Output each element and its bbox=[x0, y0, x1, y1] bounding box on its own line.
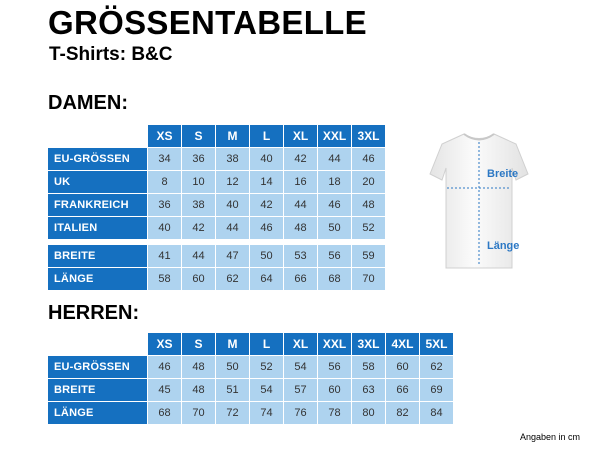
table-row bbox=[48, 245, 386, 268]
row-label: EU-GRÖSSEN bbox=[48, 148, 148, 171]
table-cell: 70 bbox=[352, 268, 386, 291]
table-cell: 66 bbox=[284, 268, 318, 291]
table-cell: 54 bbox=[284, 356, 318, 379]
table-cell: 18 bbox=[318, 171, 352, 194]
table-cell: 38 bbox=[182, 194, 216, 217]
size-table-herren bbox=[48, 333, 454, 425]
size-header: L bbox=[250, 333, 284, 356]
table-cell: 60 bbox=[386, 356, 420, 379]
table-cell: 20 bbox=[352, 171, 386, 194]
table-cell: 50 bbox=[250, 245, 284, 268]
row-label: UK bbox=[48, 171, 148, 194]
table-cell: 48 bbox=[182, 379, 216, 402]
table-cell: 66 bbox=[386, 379, 420, 402]
row-label: BREITE bbox=[48, 245, 148, 268]
table-cell: 8 bbox=[148, 171, 182, 194]
table-cell: 44 bbox=[216, 217, 250, 240]
table-cell: 38 bbox=[216, 148, 250, 171]
table-cell: 14 bbox=[250, 171, 284, 194]
table-cell: 46 bbox=[352, 148, 386, 171]
section-heading-herren: HERREN: bbox=[48, 302, 140, 324]
size-header: 3XL bbox=[352, 125, 386, 148]
page-title: GRÖSSENTABELLE bbox=[48, 4, 367, 41]
table-row bbox=[48, 217, 386, 240]
table-cell: 34 bbox=[148, 148, 182, 171]
table-cell: 45 bbox=[148, 379, 182, 402]
table-cell: 53 bbox=[284, 245, 318, 268]
table-cell: 36 bbox=[182, 148, 216, 171]
tshirt-measurement-diagram bbox=[428, 130, 530, 275]
size-table-damen bbox=[48, 125, 386, 291]
table-cell: 60 bbox=[182, 268, 216, 291]
table-cell: 64 bbox=[250, 268, 284, 291]
table-row bbox=[48, 171, 386, 194]
table-cell: 60 bbox=[318, 379, 352, 402]
row-label: BREITE bbox=[48, 379, 148, 402]
table-cell: 68 bbox=[318, 268, 352, 291]
table-row bbox=[48, 268, 386, 291]
table-cell: 12 bbox=[216, 171, 250, 194]
table-row bbox=[48, 148, 386, 171]
table-cell: 51 bbox=[216, 379, 250, 402]
size-header: S bbox=[182, 125, 216, 148]
size-header: 5XL bbox=[420, 333, 454, 356]
table-cell: 63 bbox=[352, 379, 386, 402]
row-label: EU-GRÖSSEN bbox=[48, 356, 148, 379]
table-cell: 10 bbox=[182, 171, 216, 194]
row-label: LÄNGE bbox=[48, 402, 148, 425]
table-cell: 82 bbox=[386, 402, 420, 425]
table-row bbox=[48, 379, 454, 402]
table-cell: 40 bbox=[148, 217, 182, 240]
table-cell: 58 bbox=[148, 268, 182, 291]
table-cell: 80 bbox=[352, 402, 386, 425]
size-header: XXL bbox=[318, 125, 352, 148]
table-cell: 59 bbox=[352, 245, 386, 268]
table-row bbox=[48, 402, 454, 425]
table-cell: 42 bbox=[182, 217, 216, 240]
table-cell: 16 bbox=[284, 171, 318, 194]
table-header-row bbox=[48, 333, 454, 356]
table-cell: 40 bbox=[250, 148, 284, 171]
table-row bbox=[48, 356, 454, 379]
table-cell: 84 bbox=[420, 402, 454, 425]
table-cell: 74 bbox=[250, 402, 284, 425]
size-header: 4XL bbox=[386, 333, 420, 356]
table-cell: 69 bbox=[420, 379, 454, 402]
table-cell: 62 bbox=[216, 268, 250, 291]
table-cell: 42 bbox=[250, 194, 284, 217]
table-header-row bbox=[48, 125, 386, 148]
table-cell: 40 bbox=[216, 194, 250, 217]
table-cell: 36 bbox=[148, 194, 182, 217]
table-cell: 68 bbox=[148, 402, 182, 425]
table-cell: 48 bbox=[182, 356, 216, 379]
size-header: 3XL bbox=[352, 333, 386, 356]
row-label: ITALIEN bbox=[48, 217, 148, 240]
row-label: LÄNGE bbox=[48, 268, 148, 291]
tshirt-icon bbox=[428, 130, 530, 275]
table-corner bbox=[48, 125, 148, 148]
page-subtitle: T-Shirts: B&C bbox=[49, 44, 173, 65]
size-header: M bbox=[216, 333, 250, 356]
section-heading-damen: DAMEN: bbox=[48, 92, 128, 114]
table-cell: 78 bbox=[318, 402, 352, 425]
table-row bbox=[48, 194, 386, 217]
size-header: XXL bbox=[318, 333, 352, 356]
size-header: XS bbox=[148, 125, 182, 148]
table-corner bbox=[48, 333, 148, 356]
table-cell: 72 bbox=[216, 402, 250, 425]
row-label: FRANKREICH bbox=[48, 194, 148, 217]
table-cell: 44 bbox=[318, 148, 352, 171]
table-cell: 76 bbox=[284, 402, 318, 425]
width-label: Breite bbox=[487, 168, 519, 180]
table-cell: 56 bbox=[318, 356, 352, 379]
table-cell: 52 bbox=[250, 356, 284, 379]
table-cell: 56 bbox=[318, 245, 352, 268]
table-cell: 62 bbox=[420, 356, 454, 379]
size-header: XS bbox=[148, 333, 182, 356]
table-cell: 44 bbox=[182, 245, 216, 268]
size-header: XL bbox=[284, 333, 318, 356]
table-cell: 70 bbox=[182, 402, 216, 425]
size-header: M bbox=[216, 125, 250, 148]
table-cell: 41 bbox=[148, 245, 182, 268]
table-cell: 44 bbox=[284, 194, 318, 217]
table-cell: 50 bbox=[216, 356, 250, 379]
table-cell: 50 bbox=[318, 217, 352, 240]
table-cell: 58 bbox=[352, 356, 386, 379]
table-cell: 52 bbox=[352, 217, 386, 240]
table-cell: 47 bbox=[216, 245, 250, 268]
size-header: S bbox=[182, 333, 216, 356]
size-header: L bbox=[250, 125, 284, 148]
table-cell: 42 bbox=[284, 148, 318, 171]
units-footnote: Angaben in cm bbox=[520, 432, 581, 442]
table-cell: 46 bbox=[148, 356, 182, 379]
table-cell: 57 bbox=[284, 379, 318, 402]
length-label: Länge bbox=[487, 240, 520, 252]
table-cell: 54 bbox=[250, 379, 284, 402]
size-header: XL bbox=[284, 125, 318, 148]
table-cell: 46 bbox=[318, 194, 352, 217]
table-cell: 48 bbox=[284, 217, 318, 240]
table-cell: 48 bbox=[352, 194, 386, 217]
table-cell: 46 bbox=[250, 217, 284, 240]
